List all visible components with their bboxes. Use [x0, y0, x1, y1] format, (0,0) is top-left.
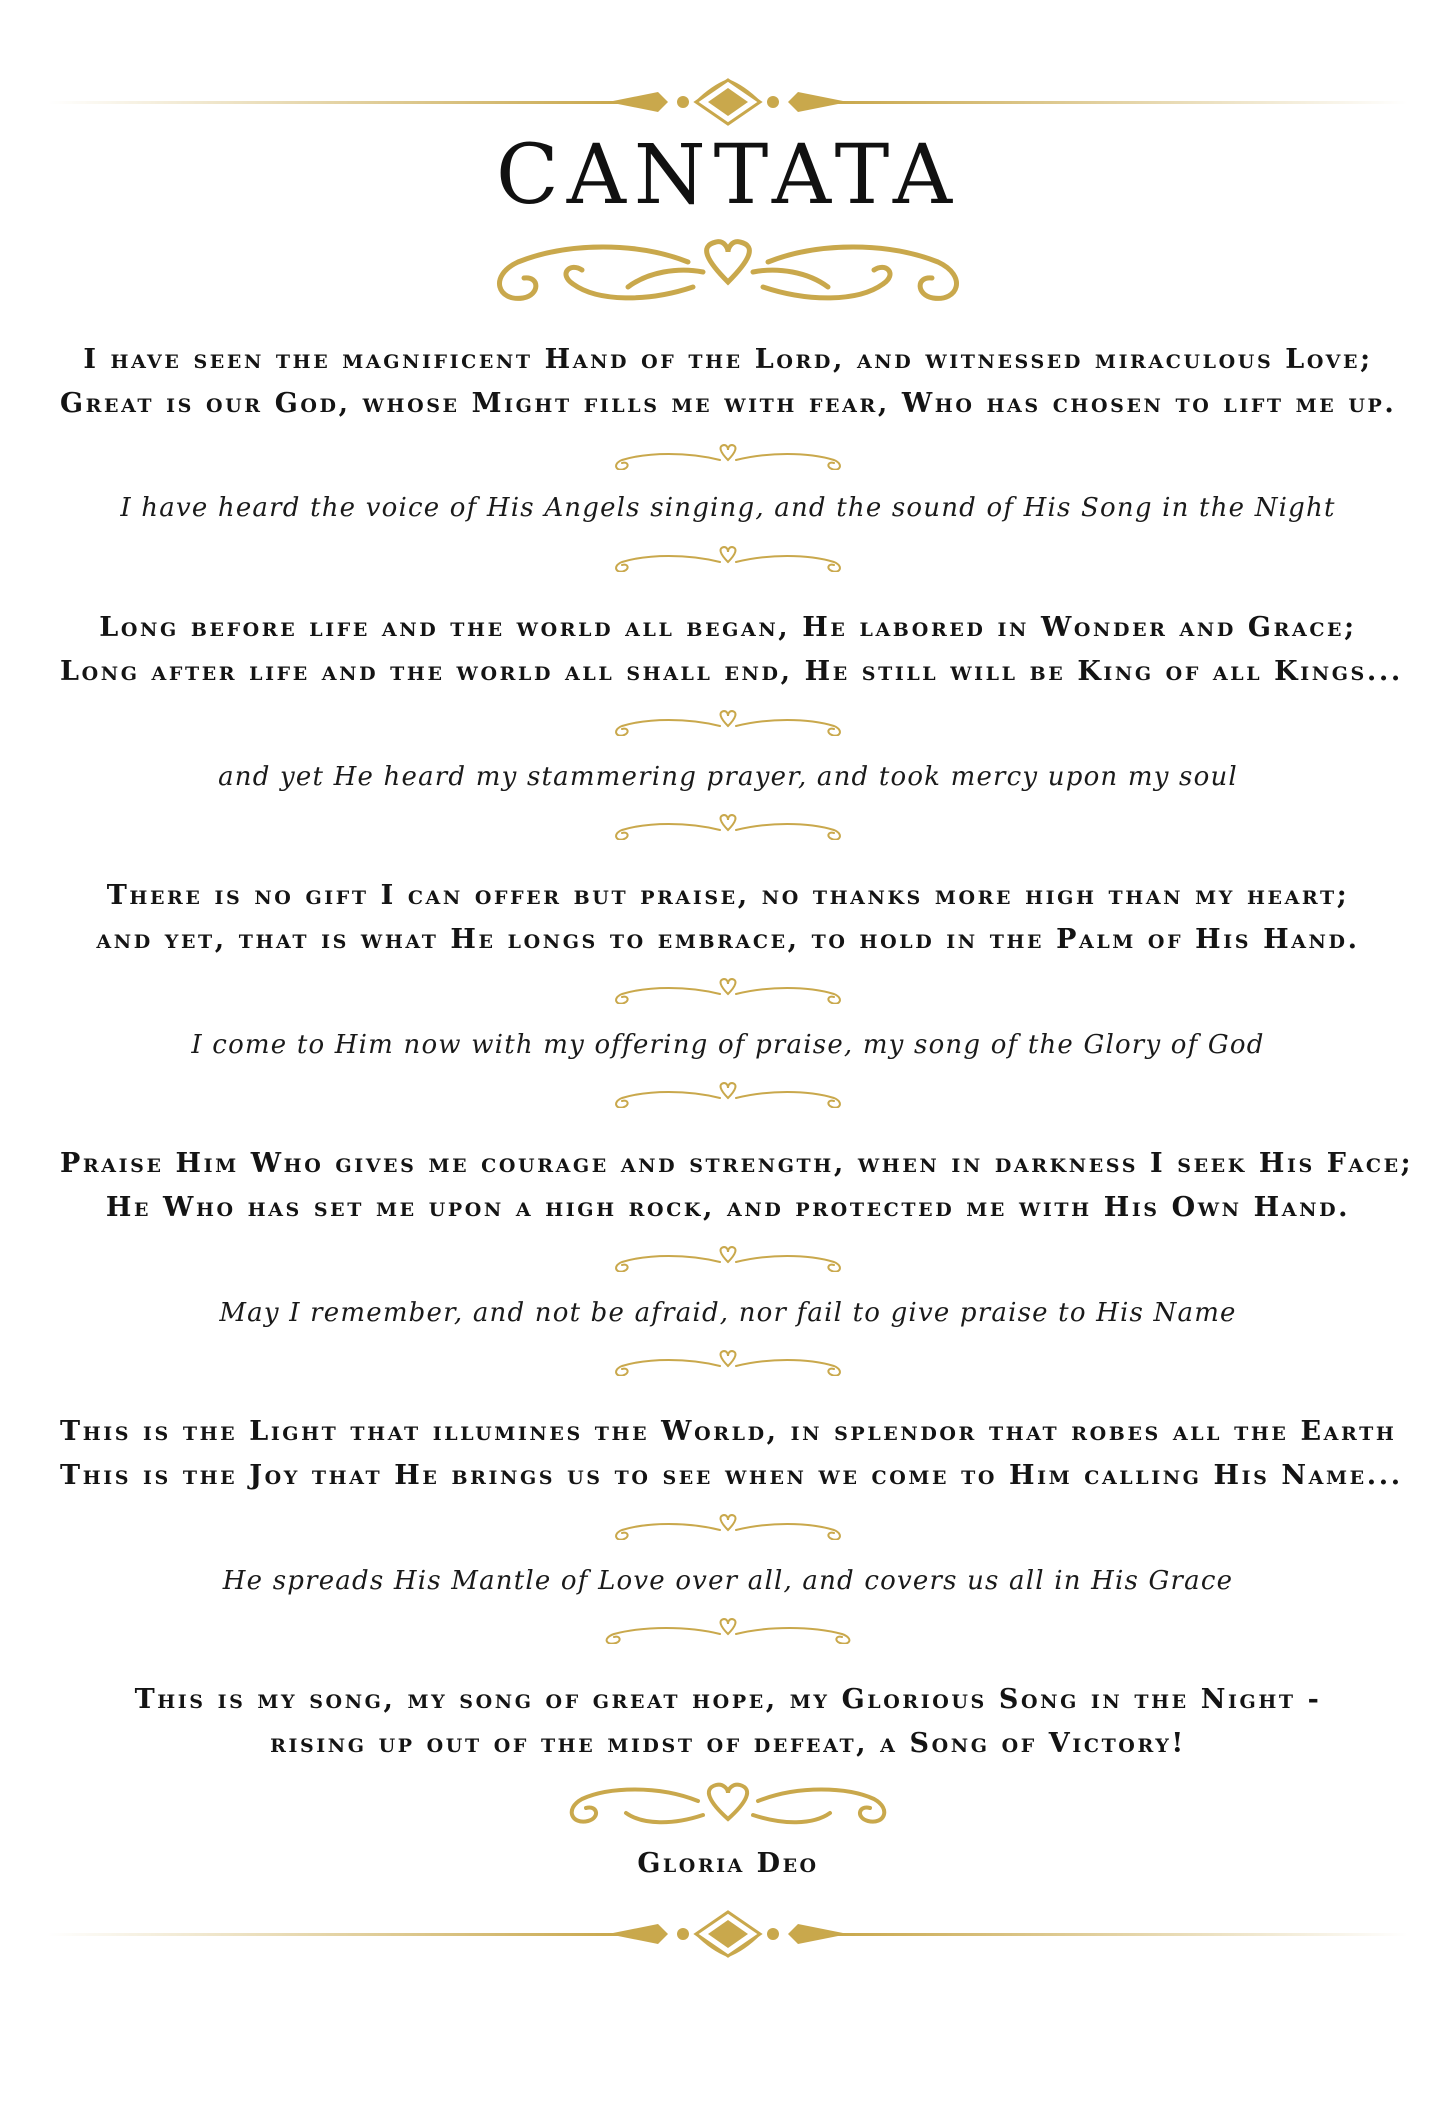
verse-6	[60, 1678, 1396, 1766]
verse-line: and yet, that is what He longs to embrace, to hold in the Palm of His Hand.	[96, 924, 1360, 955]
verse-line: Long before life and the world all began, He labored in Wonder and Grace;	[99, 612, 1357, 643]
closing-flourish-ornament	[0, 1775, 1456, 1831]
refrain-5: He spreads His Mantle of Love over all, and covers us all in His Grace	[222, 1566, 1234, 1596]
title-flourish-ornament	[0, 232, 1456, 312]
verse-4	[60, 1142, 1414, 1230]
divider-ornament	[0, 442, 1456, 470]
divider-ornament	[0, 1348, 1456, 1376]
verse-line: rising up out of the midst of defeat, a Song of Victory!	[270, 1728, 1186, 1759]
verse-line: This is the Light that illumines the World, in splendor that robes all the Earth	[60, 1416, 1397, 1447]
verse-5	[60, 1410, 1403, 1498]
verse-3	[60, 874, 1396, 962]
divider-ornament	[0, 1080, 1456, 1108]
divider-ornament	[0, 1244, 1456, 1272]
verse-1	[60, 338, 1396, 426]
verse-line: This is my song, my song of great hope, my Glorious Song in the Night -	[134, 1684, 1322, 1715]
top-border-ornament	[0, 78, 1456, 128]
divider-ornament	[0, 976, 1456, 1004]
verse-line: There is no gift I can offer but praise, no thanks more high than my heart;	[106, 880, 1350, 911]
verse-line: He Who has set me upon a high rock, and protected me with His Own Hand.	[105, 1192, 1351, 1223]
divider-ornament	[0, 1616, 1456, 1644]
divider-ornament	[0, 708, 1456, 736]
divider-ornament	[0, 544, 1456, 572]
verse-line: Long after life and the world all shall end, He still will be King of all Kings...	[60, 656, 1403, 687]
poem-title: CANTATA	[495, 128, 961, 223]
verse-line: Great is our God, whose Might fills me with fear, Who has chosen to lift me up.	[60, 388, 1397, 419]
verse-line: This is the Joy that He brings us to see when we come to Him calling His Name...	[60, 1460, 1403, 1491]
divider-ornament	[0, 812, 1456, 840]
verse-2	[60, 606, 1403, 694]
closing-line: Gloria Deo	[637, 1848, 819, 1879]
verse-line: I have seen the magnificent Hand of the Lord, and witnessed miraculous Love;	[83, 344, 1373, 375]
refrain-3: I come to Him now with my offering of praise, my song of the Glory of God	[191, 1030, 1265, 1060]
verse-line: Praise Him Who gives me courage and strength, when in darkness I seek His Face;	[60, 1148, 1414, 1179]
divider-ornament	[0, 1512, 1456, 1540]
refrain-2: and yet He heard my stammering prayer, and took mercy upon my soul	[218, 762, 1238, 792]
refrain-4: May I remember, and not be afraid, nor fail to give praise to His Name	[219, 1298, 1237, 1328]
bottom-border-ornament	[0, 1910, 1456, 1960]
refrain-1: I have heard the voice of His Angels singing, and the sound of His Song in the Night	[120, 493, 1336, 523]
